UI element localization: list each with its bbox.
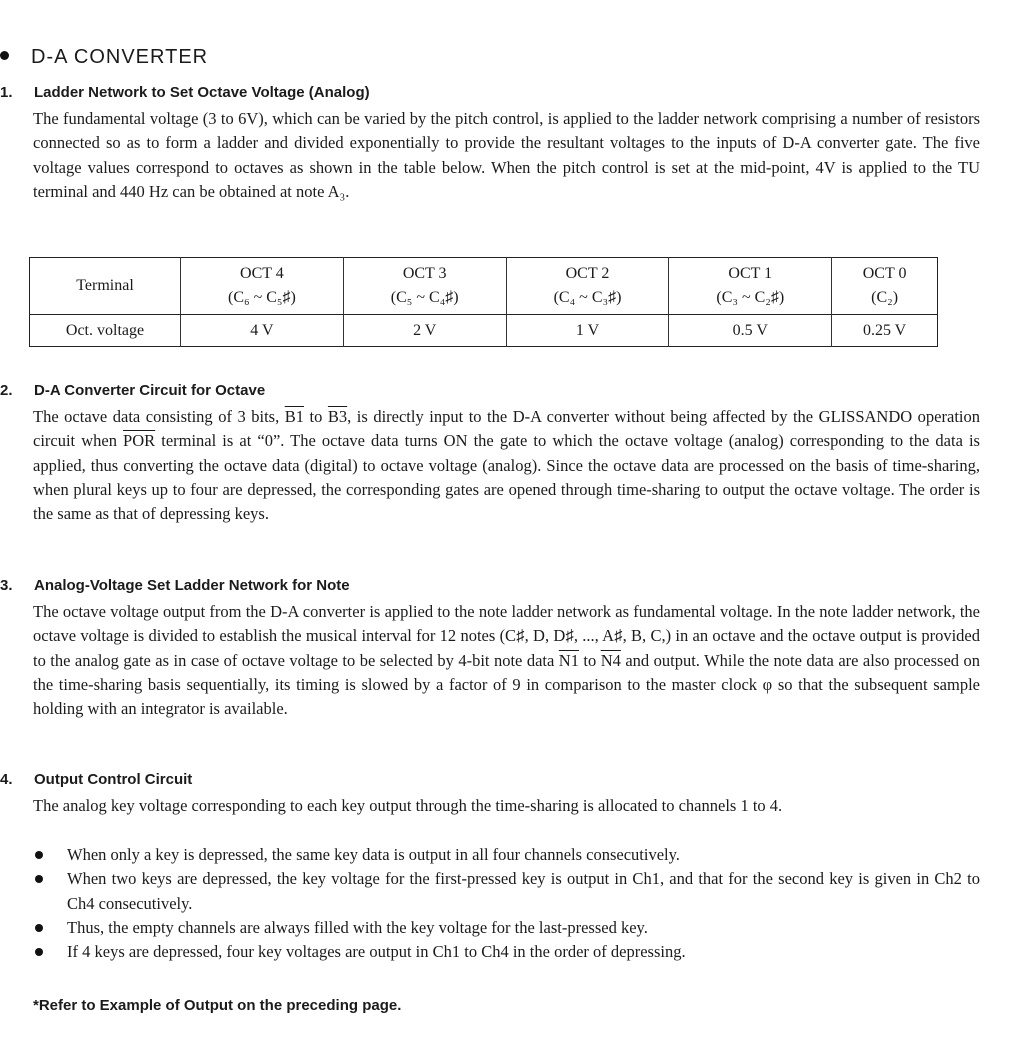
oct0-header bbox=[832, 258, 938, 315]
oct3-voltage: 2 V bbox=[343, 315, 506, 347]
section-2-text-part: terminal is at “0”. The octave data turns ON the gate to which the octave voltage (analog) corresponding to the data is applied, thus converting the octave data (digital) to octave voltage (analog). Since the octave data are processed on the basis of time-sharing, when plural keys up to four are depressed, the corresponding gates are opened through time-sharing to output the octave voltage. The order is the same as that of depressing keys. bbox=[33, 431, 980, 524]
oct-voltage-label: Oct. voltage bbox=[30, 315, 181, 347]
section-3-title: Analog-Voltage Set Ladder Network for Note bbox=[34, 577, 350, 594]
table-header-row bbox=[30, 258, 938, 315]
oct1-header bbox=[669, 258, 832, 315]
section-3-number: 3. bbox=[0, 577, 13, 594]
section-2-text bbox=[33, 405, 980, 526]
oct1-range: (C₃ ~ C₂♯) bbox=[716, 289, 785, 306]
oct1-name: OCT 1 bbox=[728, 265, 773, 282]
oct3-header bbox=[343, 258, 506, 315]
bit-b1: B1 bbox=[284, 407, 304, 426]
octave-voltage-table bbox=[29, 257, 938, 347]
por-terminal: $\overline{POR}$ bbox=[123, 431, 156, 451]
section-2-text-part: to bbox=[304, 407, 328, 426]
footnote: *Refer to Example of Output on the preceding page. bbox=[33, 997, 402, 1014]
oct2-name: OCT 2 bbox=[565, 265, 610, 282]
section-1-text: The fundamental voltage (3 to 6V), which can be varied by the pitch control, is applied to the ladder network comprising a number of resistors connected so as to form a ladder and divided exponentially to provide the resultant voltages to the inputs of D-A converter gate. The five voltage values correspond to octaves as shown in the table below. When the pitch control is set at the mid-point, 4V is applied to the TU terminal and 440 Hz can be obtained at note A₃. bbox=[33, 109, 980, 201]
list-item bbox=[33, 867, 980, 916]
oct4-name: OCT 4 bbox=[240, 265, 284, 282]
bullet-icon bbox=[35, 851, 43, 859]
oct3-range: (C₅ ~ C₄♯) bbox=[390, 289, 459, 306]
table-row bbox=[30, 315, 938, 347]
section-1-title: Ladder Network to Set Octave Voltage (Analog) bbox=[34, 84, 370, 101]
output-bullets bbox=[33, 843, 980, 964]
oct4-range: (C₆ ~ C₅♯) bbox=[227, 289, 296, 306]
note-n4: N4 bbox=[600, 650, 621, 670]
section-2-number: 2. bbox=[0, 382, 13, 399]
terminal-header: Terminal bbox=[76, 277, 134, 294]
oct0-name: OCT 0 bbox=[862, 265, 907, 282]
oct1-voltage: 0.5 V bbox=[669, 315, 832, 347]
section-1-number: 1. bbox=[0, 84, 13, 101]
list-item bbox=[33, 916, 980, 940]
section-4-title: Output Control Circuit bbox=[34, 771, 193, 788]
oct2-voltage: 1 V bbox=[506, 315, 669, 347]
bullet-icon bbox=[35, 875, 43, 883]
note-n1: N1 bbox=[558, 650, 579, 670]
section-2-text-part: The octave data consisting of 3 bits, bbox=[33, 407, 285, 426]
section-2-text-part: , is directly input to the D-A converter without being affected by the GLISSANDO operation circuit when bbox=[33, 407, 980, 451]
title-bullet-icon bbox=[0, 51, 9, 60]
section-2-title: D-A Converter Circuit for Octave bbox=[34, 382, 266, 399]
title-text: D-A CONVERTER bbox=[31, 46, 209, 68]
oct4-header bbox=[181, 258, 344, 315]
oct0-range: (C₂) bbox=[871, 289, 899, 306]
section-4-text: The analog key voltage corresponding to each key output through the time-sharing is allocated to channels 1 to 4. bbox=[33, 796, 783, 815]
bullet-text: When only a key is depressed, the same key data is output in all four channels consecutively. bbox=[67, 845, 680, 864]
bullet-icon bbox=[35, 948, 43, 956]
page-title bbox=[0, 46, 208, 69]
bullet-icon bbox=[35, 924, 43, 932]
oct2-range: (C₄ ~ C₃♯) bbox=[553, 289, 622, 306]
section-3-text-part: The octave voltage output from the D-A converter is applied to the note ladder network as fundamental voltage. In the note ladder network, the octave voltage is divided to establish the musical interval for 12 notes (C♯, D, D♯, ..., A♯, B, C,) in an octave and the octave output is provided to the analog gate as in case of octave voltage to be selected by 4-bit note data bbox=[33, 602, 980, 670]
bullet-text: Thus, the empty channels are always filled with the key voltage for the last-pressed key. bbox=[67, 917, 648, 937]
bullet-text: If 4 keys are depressed, four key voltages are output in Ch1 to Ch4 in the order of depressing. bbox=[67, 942, 686, 962]
section-3-text-part: and output. While the note data are also processed on the time-sharing basis sequentially, its timing is slowed by a factor of 9 in comparison to the master clock φ so that the subsequent sample holding with an integrator is available. bbox=[33, 650, 980, 719]
bullet-text: When two keys are depressed, the key voltage for the first-pressed key is output in Ch1, and that for the second key is given in Ch2 to Ch4 consecutively. bbox=[67, 869, 980, 913]
section-3-text bbox=[33, 600, 980, 721]
oct0-voltage: 0.25 V bbox=[832, 315, 938, 347]
section-3-text-part: to bbox=[578, 650, 601, 670]
list-item bbox=[33, 843, 980, 867]
oct3-name: OCT 3 bbox=[402, 265, 447, 282]
bit-b3: B3 bbox=[327, 407, 348, 426]
section-4-number: 4. bbox=[0, 771, 13, 788]
oct2-header bbox=[506, 258, 669, 315]
oct4-voltage: 4 V bbox=[181, 315, 344, 347]
list-item bbox=[33, 940, 980, 964]
